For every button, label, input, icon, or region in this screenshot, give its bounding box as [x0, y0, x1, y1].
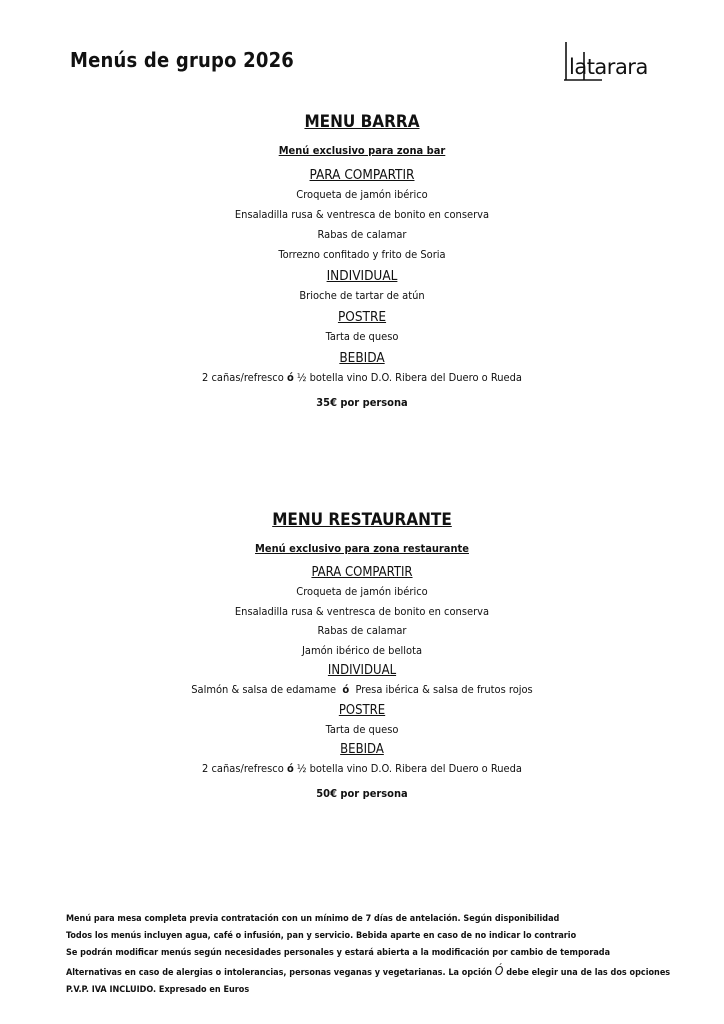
footer-line-4b: debe elegir una de las dos opciones — [506, 967, 671, 978]
or-separator: ó — [286, 762, 294, 775]
rest-item: Ensaladilla rusa & ventresca de bonito en conserva — [234, 604, 490, 618]
barra-item: Rabas de calamar — [317, 228, 407, 241]
footer-line: Todos los menús incluyen agua, café o infusión, pan y servicio. Bebida aparte en caso de no indicar lo contrario — [66, 931, 577, 942]
rest-drink-line — [0, 759, 724, 779]
barra-item: Croqueta de jamón ibérico — [296, 188, 428, 201]
drink-option-b: ½ botella vino D.O. Ribera del Duero o Rueda — [296, 371, 522, 384]
rest-section-bebida: BEBIDA — [340, 742, 384, 757]
barra-section-compartir: PARA COMPARTIR — [309, 167, 415, 183]
or-separator: ó — [286, 371, 294, 384]
individual-option-b: Presa ibérica & salsa de frutos rojos — [355, 683, 533, 696]
barra-price: 35€ por persona — [316, 396, 408, 409]
footer-line: Menú para mesa completa previa contratación con un mínimo de 7 días de antelación. Según disponibilidad — [66, 914, 560, 924]
drink-option-b: ½ botella vino D.O. Ribera del Duero o Rueda — [296, 762, 522, 775]
menu-restaurante-subtitle: Menú exclusivo para zona restaurante — [255, 542, 469, 555]
rest-item: Jamón ibérico de bellota — [301, 643, 423, 657]
logo-text: latarara — [569, 55, 648, 79]
footer-line: Se podrán modificar menús según necesidades personales y estará abierta a la modificación por cambio de temporada — [66, 948, 611, 959]
latarara-logo — [562, 40, 664, 86]
barra-item: Tarta de queso — [325, 330, 399, 343]
rest-section-individual: INDIVIDUAL — [327, 663, 397, 678]
barra-section-individual: INDIVIDUAL — [326, 268, 398, 284]
menu-barra-subtitle: Menú exclusivo para zona bar — [278, 144, 446, 157]
barra-section-postre: POSTRE — [337, 309, 387, 325]
menu-barra — [0, 110, 724, 412]
footer-option-symbol: Ó — [494, 963, 504, 978]
menu-restaurante — [0, 508, 724, 803]
drink-option-a: 2 cañas/refresco — [202, 762, 284, 775]
barra-drink-line — [0, 368, 724, 388]
rest-item: Rabas de calamar — [317, 624, 407, 637]
page-title: Menús de grupo 2026 — [70, 48, 295, 72]
footer-line — [66, 963, 671, 982]
menu-restaurante-title: MENU RESTAURANTE — [272, 510, 452, 530]
rest-item: Croqueta de jamón ibérico — [296, 585, 428, 598]
footer-line: P.V.P. IVA INCLUIDO. Expresado en Euros — [66, 984, 250, 995]
barra-section-bebida: BEBIDA — [339, 350, 385, 366]
rest-section-postre: POSTRE — [338, 702, 386, 718]
barra-item: Brioche de tartar de atún — [299, 289, 425, 302]
rest-section-compartir: PARA COMPARTIR — [311, 565, 413, 580]
individual-option-a: Salmón & salsa de edamame — [191, 683, 337, 696]
drink-option-a: 2 cañas/refresco — [202, 371, 284, 384]
restaurante-price: 50€ por persona — [316, 786, 408, 800]
barra-item: Ensaladilla rusa & ventresca de bonito en conserva — [234, 208, 490, 221]
menu-barra-title: MENU BARRA — [304, 112, 420, 132]
barra-item: Torrezno confitado y frito de Soria — [278, 248, 446, 261]
footer-line-4a: Alternativas en caso de alergias o intolerancias, personas veganas y vegetarianas. La opción — [66, 967, 493, 978]
or-separator: ó — [342, 683, 350, 696]
footer-notes — [66, 911, 671, 999]
rest-item: Tarta de queso — [325, 722, 399, 736]
rest-individual-line — [0, 680, 724, 700]
